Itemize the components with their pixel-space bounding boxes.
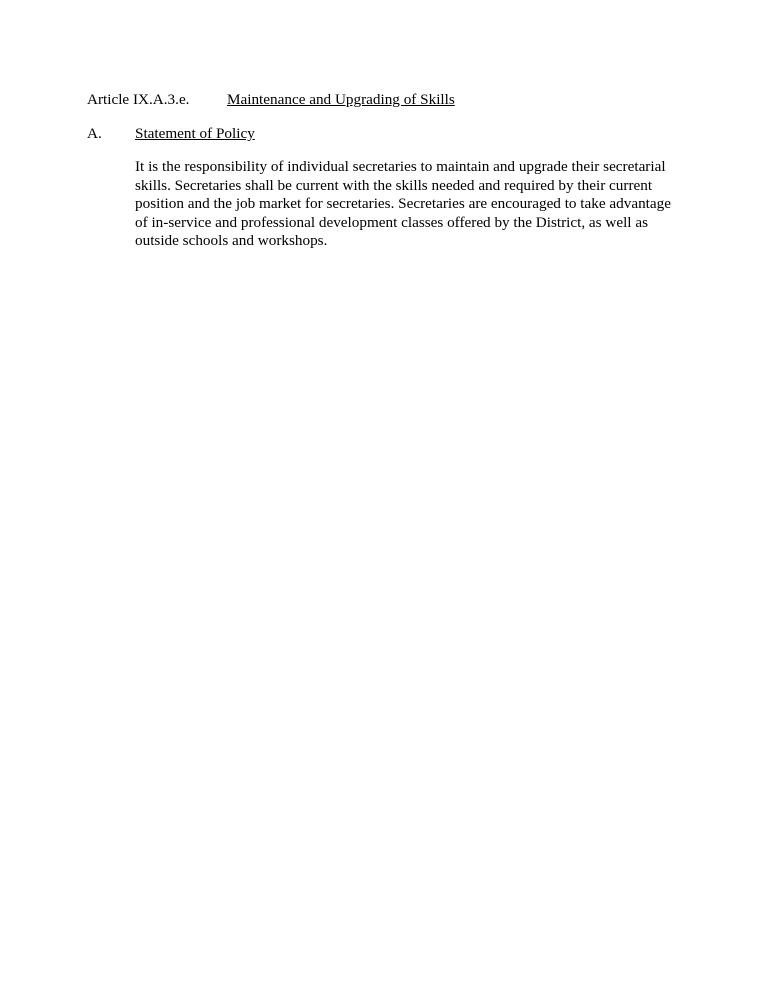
paragraph-line: position and the job market for secretaries. Secretaries are encouraged to take advantage xyxy=(135,195,671,212)
article-title: Maintenance and Upgrading of Skills xyxy=(227,91,455,108)
paragraph-line: of in-service and professional development classes offered by the District, as well as xyxy=(135,213,648,231)
paragraph-line: It is the responsibility of individual secretaries to maintain and upgrade their secretarial xyxy=(135,158,666,175)
article-number: Article IX.A.3.e. xyxy=(87,91,190,108)
policy-paragraph xyxy=(135,158,685,251)
section-title: Statement of Policy xyxy=(135,125,255,142)
section-letter: A. xyxy=(87,125,102,142)
paragraph-line: outside schools and workshops. xyxy=(135,232,328,249)
paragraph-line: skills. Secretaries shall be current with the skills needed and required by their current xyxy=(135,176,653,194)
